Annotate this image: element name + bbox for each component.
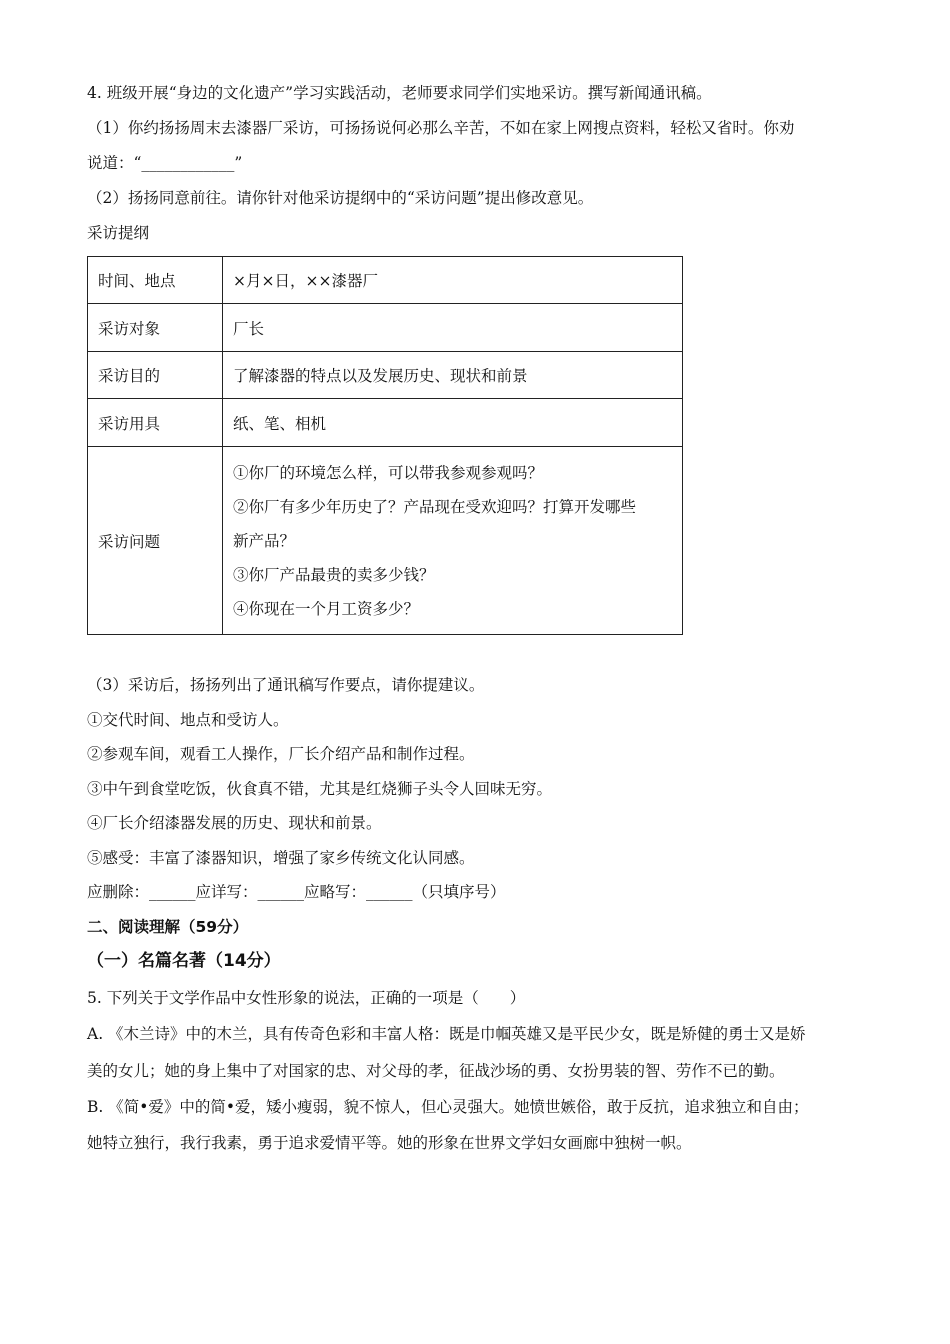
section-title: 二、阅读理解（59分） (87, 918, 249, 936)
q5-option-b-line2: 她特立独行，我行我素，勇于追求爱情平等。她的形象在世界文学妇女画廊中独树一帜。 (87, 1134, 692, 1152)
outline-title: 采访提纲 (87, 224, 150, 242)
q4-part3: （3）采访后，扬扬列出了通讯稿写作要点，请你提建议。 (87, 676, 485, 694)
q4-part1-line1: （1）你约扬扬周末去漆器厂采访，可扬扬说何必那么辛苦，不如在家上网搜点资料，轻松又省时。你劝 (87, 119, 795, 137)
question-item: ①你厂的环境怎么样，可以带我参观参观吗？ (233, 463, 544, 482)
table-row (88, 257, 683, 304)
subsection-title: （一）名篇名著（14分） (87, 951, 281, 971)
q4-part1-line2: 说道：“____________” (87, 154, 243, 172)
question-item: ②你厂有多少年历史了？产品现在受欢迎吗？打算开发哪些 (233, 497, 637, 516)
row-value: 厂长 (223, 304, 683, 352)
row-value: ×月×日，××漆器厂 (223, 257, 683, 304)
q5-option-a-line1: A. 《木兰诗》中的木兰，具有传奇色彩和丰富人格：既是巾帼英雄又是平民少女，既是矫健的勇士又是娇 (87, 1025, 806, 1043)
table-row (88, 399, 683, 447)
writing-point: ①交代时间、地点和受访人。 (87, 711, 289, 729)
table-row (88, 304, 683, 352)
question-item: ④你现在一个月工资多少？ (233, 599, 420, 618)
row-label: 采访对象 (88, 304, 223, 352)
question-item: 新产品？ (233, 531, 296, 550)
interview-outline-table (87, 256, 683, 635)
writing-point: ③中午到食堂吃饭，伙食真不错，尤其是红烧狮子头令人回味无穷。 (87, 780, 553, 798)
table-row (88, 352, 683, 399)
writing-point: ④厂长介绍漆器发展的历史、现状和前景。 (87, 814, 382, 832)
q4-part2: （2）扬扬同意前往。请你针对他采访提纲中的“采访问题”提出修改意见。 (87, 189, 594, 207)
row-value: 了解漆器的特点以及发展历史、现状和前景 (223, 352, 683, 399)
row-label: 采访用具 (88, 399, 223, 447)
q5-option-b-line1: B. 《简•爱》中的简•爱，矮小瘦弱，貌不惊人，但心灵强大。她愤世嫉俗，敢于反抗，追求独立和自由； (87, 1098, 809, 1116)
q5-option-a-line2: 美的女儿；她的身上集中了对国家的忠、对父母的孝，征战沙场的勇、女扮男装的智、劳作不已的勤。 (87, 1062, 785, 1080)
row-label: 时间、地点 (88, 257, 223, 304)
answer-line: 应删除：______应详写：______应略写：______（只填序号） (87, 883, 506, 901)
table-row-questions (88, 447, 683, 635)
row-label: 采访问题 (88, 447, 223, 635)
row-label: 采访目的 (88, 352, 223, 399)
question-item: ③你厂产品最贵的卖多少钱？ (233, 565, 435, 584)
writing-point: ②参观车间，观看工人操作，厂长介绍产品和制作过程。 (87, 745, 475, 763)
row-value: 纸、笔、相机 (223, 399, 683, 447)
writing-point: ⑤感受：丰富了漆器知识，增强了家乡传统文化认同感。 (87, 849, 475, 867)
q5-stem: 5. 下列关于文学作品中女性形象的说法，正确的一项是（ ） (87, 989, 526, 1007)
questions-cell (223, 447, 683, 635)
q4-stem: 4. 班级开展“身边的文化遗产”学习实践活动，老师要求同学们实地采访。撰写新闻通讯稿。 (87, 84, 712, 102)
